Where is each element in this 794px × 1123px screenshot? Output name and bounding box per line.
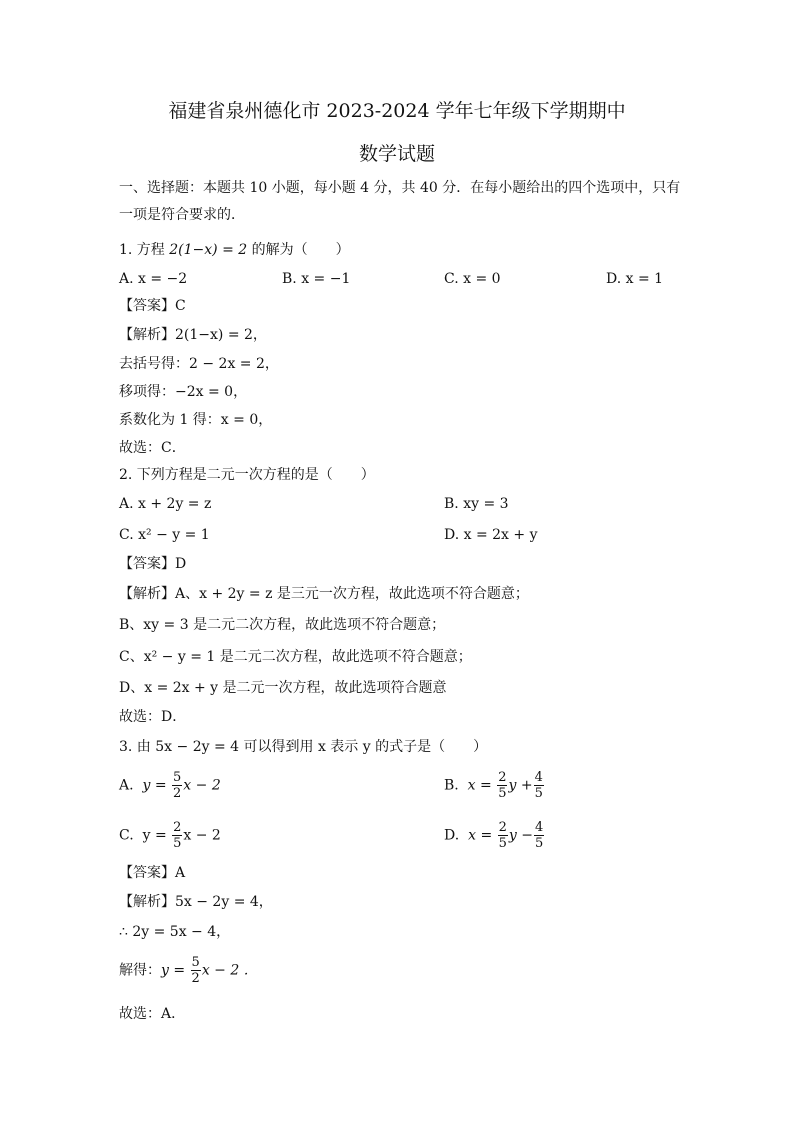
q2-analysis-5: 故选：D．: [119, 709, 187, 725]
q3-option-a-num: 5: [173, 770, 182, 785]
q3-analysis-1: 【解析】5x − 2y = 4，: [119, 894, 273, 910]
q3-option-c-lhs: y =: [142, 827, 167, 844]
q3-option-b-fraction-2: [534, 770, 544, 801]
q1-option-b: B. x = −1: [282, 271, 351, 287]
q3-option-d-lhs: x =: [468, 827, 493, 844]
q3-option-c-den: 5: [173, 836, 182, 851]
q1-option-a: A. x = −2: [119, 271, 188, 287]
q2-option-c: C. x² − y = 1: [119, 527, 210, 543]
q3-solve-line: [119, 955, 258, 986]
q3-option-c-label: C.: [119, 827, 134, 844]
q3-option-a-lhs: y =: [142, 777, 167, 794]
q1-option-d: D. x = 1: [606, 271, 664, 287]
section-heading: 一、选择题：本题共 10 小题，每小题 4 分，共 40 分．在每小题给出的四个选项中，只有: [119, 180, 681, 196]
q3-option-d-den1: 5: [498, 836, 507, 851]
q3-option-c-rest: x − 2: [183, 827, 221, 844]
q3-solve-den: 2: [191, 971, 200, 986]
q3-option-d-num2: 4: [535, 820, 544, 835]
q3-option-a-fraction: [172, 770, 182, 801]
q3-analysis-2: ∴ 2y = 5x − 4，: [119, 924, 231, 940]
q3-option-b-num1: 2: [498, 770, 507, 785]
q2-option-d: D. x = 2x + y: [444, 527, 538, 543]
q1-stem-suffix: 的解为（ ）: [247, 242, 350, 258]
q3-option-b-label: B.: [444, 777, 459, 794]
q3-solve-fraction: [191, 955, 201, 986]
q3-option-a-label: A.: [119, 777, 134, 794]
q3-option-a-rest: x − 2: [183, 777, 221, 794]
q3-option-d-label: D.: [444, 827, 460, 844]
q2-option-a: A. x + 2y = z: [119, 496, 212, 512]
q3-option-d: [444, 820, 545, 851]
q3-option-b-fraction-1: [497, 770, 507, 801]
q3-option-d-fraction-1: [498, 820, 508, 851]
q3-conclusion: 故选：A．: [119, 1006, 186, 1022]
q2-analysis-1: 【解析】A、x + 2y = z 是三元一次方程，故此选项不符合题意；: [119, 586, 529, 602]
q2-stem: 2. 下列方程是二元一次方程的是（ ）: [119, 467, 375, 483]
page-title: 福建省泉州德化市 2023-2024 学年七年级下学期期中: [168, 100, 626, 122]
q3-option-c-num: 2: [173, 820, 182, 835]
q2-analysis-3: C、x² − y = 1 是二元二次方程，故此选项不符合题意；: [119, 649, 472, 665]
q3-option-a: [119, 770, 221, 801]
q1-analysis-3: 移项得：−2x = 0，: [119, 384, 248, 400]
q1-stem: [119, 240, 350, 260]
q3-solve-prefix: 解得：: [119, 962, 161, 979]
q3-option-c: [119, 820, 221, 851]
q1-stem-prefix: 1. 方程: [119, 242, 170, 258]
q3-option-b-num2: 4: [534, 770, 543, 785]
q3-stem: 3. 由 5x − 2y = 4 可以得到用 x 表示 y 的式子是（ ）: [119, 739, 488, 755]
q2-option-b: B. xy = 3: [444, 496, 509, 512]
q3-option-d-num1: 2: [498, 820, 507, 835]
q3-answer: 【答案】A: [119, 865, 186, 881]
q2-analysis-2: B、xy = 3 是二元二次方程，故此选项不符合题意；: [119, 617, 446, 633]
q3-option-d-mid: y −: [508, 827, 533, 844]
q1-analysis-1: 【解析】2(1−x) = 2，: [119, 327, 267, 343]
q3-option-b-den2: 5: [534, 786, 543, 801]
q3-option-b-den1: 5: [498, 786, 507, 801]
page-subtitle: 数学试题: [358, 143, 435, 165]
q3-option-c-fraction: [172, 820, 182, 851]
q3-option-d-den2: 5: [535, 836, 544, 851]
q3-solve-lhs: y =: [161, 962, 186, 979]
q3-solve-rest: x − 2 ．: [201, 962, 258, 979]
q1-analysis-5: 故选：C．: [119, 440, 186, 456]
q2-answer: 【答案】D: [119, 556, 187, 572]
q1-analysis-4: 系数化为 1 得：x = 0，: [119, 412, 273, 428]
q3-option-b: [444, 770, 545, 801]
q2-analysis-4: D、x = 2x + y 是二元一次方程，故此选项符合题意: [119, 680, 447, 696]
q3-option-d-fraction-2: [534, 820, 544, 851]
q3-option-b-mid: y +: [508, 777, 533, 794]
section-heading-cont: 一项是符合要求的．: [119, 207, 245, 223]
q3-option-b-lhs: x =: [467, 777, 492, 794]
q1-answer: 【答案】C: [119, 298, 186, 314]
q3-option-a-den: 2: [173, 786, 182, 801]
q3-solve-num: 5: [191, 955, 200, 970]
q1-option-c: C. x = 0: [444, 271, 501, 287]
q1-analysis-2: 去括号得：2 − 2x = 2，: [119, 356, 279, 372]
q1-stem-math: 2(1−x) = 2: [169, 242, 248, 258]
